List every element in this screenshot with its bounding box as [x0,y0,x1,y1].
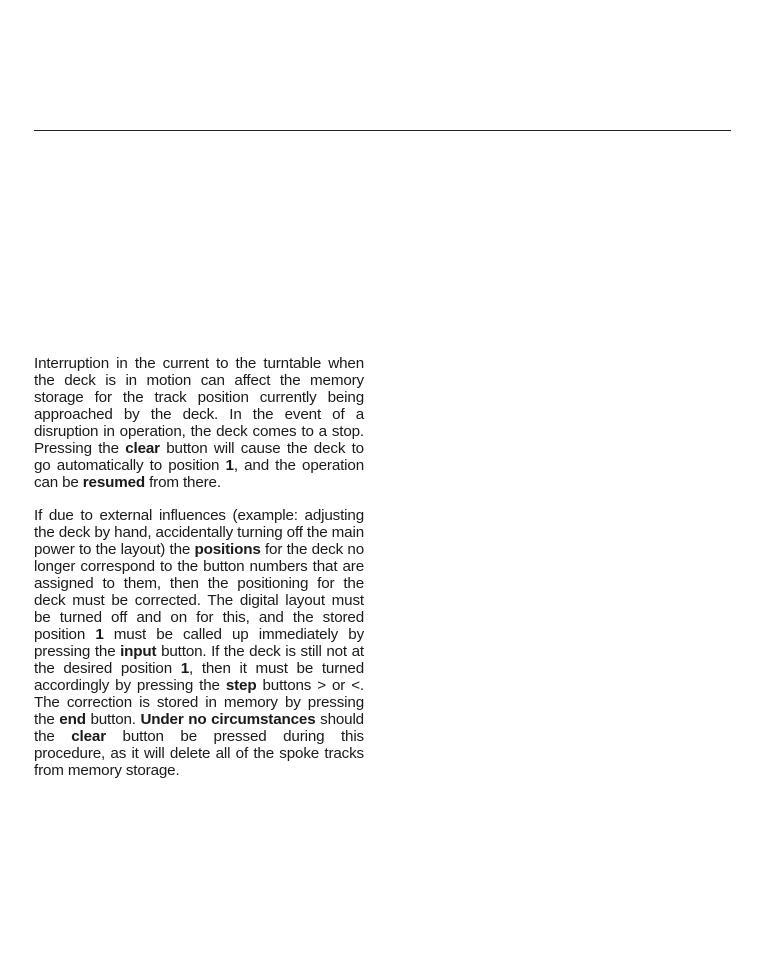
emphasis-warning: Under no circumstances [140,711,316,728]
emphasis-step: step [225,677,257,694]
text-span: If due to external influences (example: adjusting the deck by hand, accidentally turning off the main power to the layout) the [34,507,364,558]
text-span: buttons > or <. The correction is stored in memory by pressing the [34,677,364,728]
emphasis-input: input [120,643,157,660]
text-span: must be called up immediately by pressing the [34,626,365,660]
emphasis-position-1: 1 [180,660,190,677]
emphasis-clear: clear [125,440,160,457]
text-span: button be pressed during this procedure, as it will delete all of the spoke tracks from memory storage. [34,728,365,779]
text-span: from there. [145,474,221,491]
paragraph-power-interruption [34,355,364,491]
emphasis-positions: positions [194,541,261,558]
text-span: , then it must be turned accordingly by pressing the [34,660,365,694]
text-column [34,355,364,779]
emphasis-clear: clear [71,728,106,745]
text-span: should the [34,711,364,745]
emphasis-position-1: 1 [95,626,104,643]
emphasis-position-1: 1 [225,457,234,474]
emphasis-end: end [59,711,86,728]
header-rule [34,130,731,131]
text-span: button. If the deck is still not at the desired position [34,643,364,677]
paragraph-position-correction [34,507,364,779]
text-span: Interruption in the current to the turntable when the deck is in motion can affect the memory storage for the track position currently being approached by the deck. In the event of a disruption in operation, the deck comes to a stop. Pressing the [34,355,364,457]
text-span: for the deck no longer correspond to the button numbers that are assigned to them, then the positioning for the deck must be corrected. The digital layout must be turned off and on for this, and the stored position [34,541,364,643]
text-span: button. [85,711,141,728]
text-span: , and the operation can be [34,457,365,491]
emphasis-resumed: resumed [82,474,146,491]
text-span: button will cause the deck to go automatically to position [34,440,364,474]
